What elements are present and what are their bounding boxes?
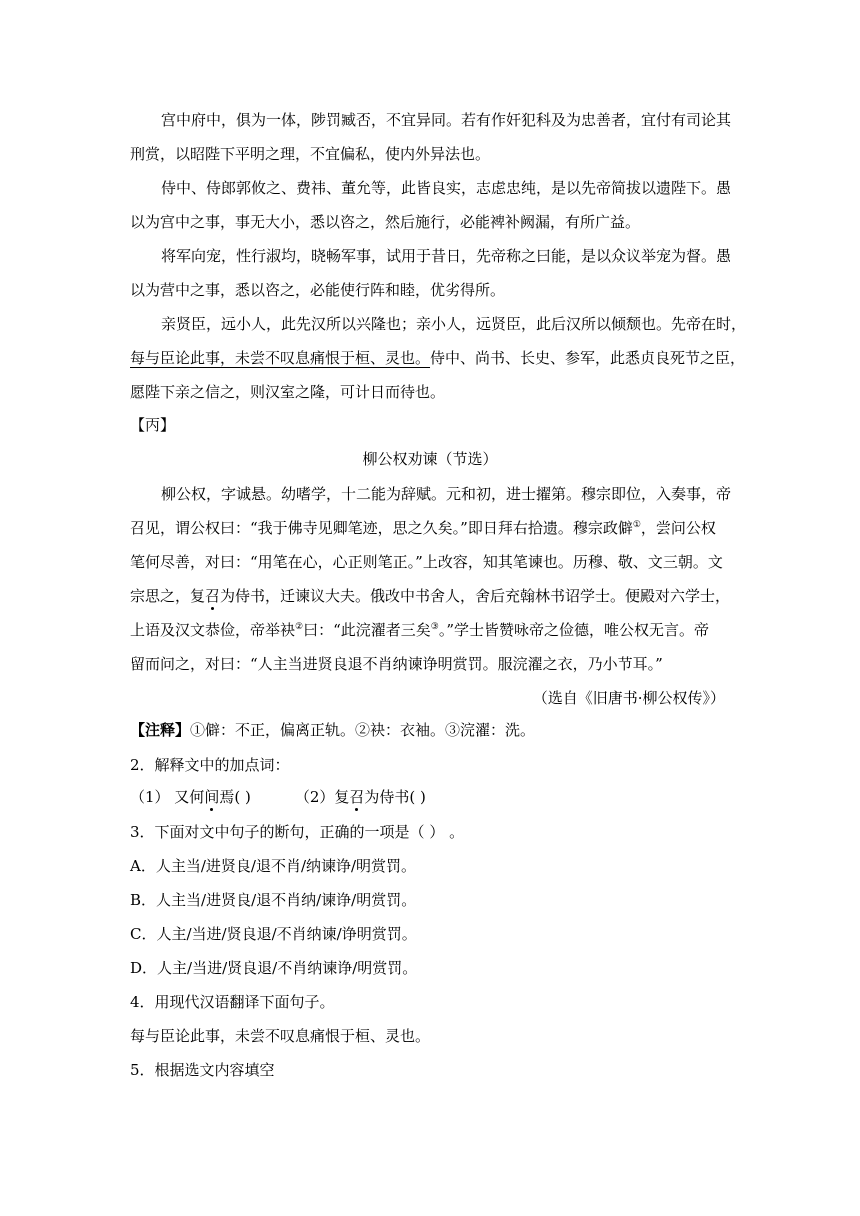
notes-label: 【注释】 — [130, 721, 191, 739]
emphasis-dot-char: 召 — [205, 587, 221, 605]
footnote-marker: ② — [295, 622, 304, 632]
option-b: B．人主当/进贤良/退不肖纳/谏诤/明赏罚。 — [130, 891, 417, 909]
question-2-items: （1） 又何间焉( ) （2）复召为侍书( ) — [130, 788, 426, 806]
passage-line: 刑赏，以昭陛下平明之理，不宜偏私，使内外异法也。 — [130, 145, 491, 163]
passage-line: 愿陛下亲之信之，则汉室之隆，可计日而待也。 — [130, 383, 446, 401]
emphasis-dot-char: 间 — [204, 788, 220, 806]
translation-sentence: 每与臣论此事，未尝不叹息痛恨于桓、灵也。 — [130, 1027, 431, 1045]
passage-line — [130, 347, 745, 369]
passage-title: 柳公权劝谏（节选） — [362, 450, 498, 468]
passage-line: 柳公权，字诚悬。幼嗜学，十二能为辞赋。元和初，进士擢第。穆宗即位，入奏事，帝 — [161, 485, 732, 503]
question-5: 5．根据选文内容填空 — [130, 1061, 275, 1079]
notes — [130, 719, 535, 741]
passage-line: 召见，谓公权曰：“我于佛寺见卿笔迹，思之久矣。”即日拜右拾遗。穆宗政僻①，尝问公权 — [130, 519, 716, 537]
passage-line: 亲贤臣，远小人，此先汉所以兴隆也；亲小人，远贤臣，此后汉所以倾颓也。先帝在时， — [161, 315, 747, 333]
option-a: A．人主当/进贤良/退不肖/纳谏诤/明赏罚。 — [130, 857, 417, 875]
option-d: D．人主/当进/贤良退/不肖纳谏诤/明赏罚。 — [130, 959, 418, 977]
notes-text: ①僻：不正，偏离正轨。②袂：衣袖。③浣濯：洗。 — [190, 721, 536, 739]
underlined-sentence: 每与臣论此事，未尝不叹息痛恨于桓、灵也。 — [130, 349, 431, 367]
passage-line: 将军向宠，性行淑均，晓畅军事，试用于昔日，先帝称之曰能，是以众议举宠为督。愚 — [161, 247, 732, 265]
passage-text: 侍中、尚书、长史、参军，此悉贞良死节之臣， — [430, 349, 746, 367]
passage-line: 笔何尽善，对曰：“用笔在心，心正则笔正。”上改容，知其笔谏也。历穆、敬、文三朝。文 — [130, 553, 723, 571]
passage-line: 以为宫中之事，事无大小，悉以咨之，然后施行，必能裨补阙漏，有所广益。 — [130, 213, 641, 231]
option-c: C．人主/当进/贤良退/不肖纳谏/诤明赏罚。 — [130, 925, 417, 943]
footnote-marker: ① — [632, 520, 641, 530]
emphasis-dot-char: 召 — [349, 788, 365, 806]
question-3: 3．下面对文中句子的断句，正确的一项是（ ） 。 — [130, 823, 465, 841]
passage-line: 侍中、侍郎郭攸之、费祎、董允等，此皆良实，志虑忠纯，是以先帝简拔以遗陛下。愚 — [161, 179, 732, 197]
section-label-bing: 【丙】 — [130, 416, 176, 434]
passage-line: 宫中府中，俱为一体，陟罚臧否，不宜异同。若有作奸犯科及为忠善者，宜付有司论其 — [161, 111, 732, 129]
passage-line: 以为营中之事，悉以咨之，必能使行阵和睦，优劣得所。 — [130, 281, 506, 299]
source-citation: （选自《旧唐书·柳公权传》） — [532, 689, 725, 707]
passage-line: 宗思之，复召为侍书，迁谏议大夫。俄改中书舍人，舍后充翰林书诏学士。便殿对六学士， — [130, 587, 731, 605]
footnote-marker: ③ — [430, 622, 439, 632]
passage-line: 留而问之，对曰：“人主当进贤良退不肖纳谏诤明赏罚。服浣濯之衣，乃小节耳。” — [130, 655, 663, 673]
question-4: 4．用现代汉语翻译下面句子。 — [130, 993, 335, 1011]
passage-line: 上语及汉文恭俭，帝举袂②曰：“此浣濯者三矣③。”学士皆赞咏帝之俭德，唯公权无言。帝 — [130, 621, 710, 639]
question-2: 2．解释文中的加点词： — [130, 756, 290, 774]
